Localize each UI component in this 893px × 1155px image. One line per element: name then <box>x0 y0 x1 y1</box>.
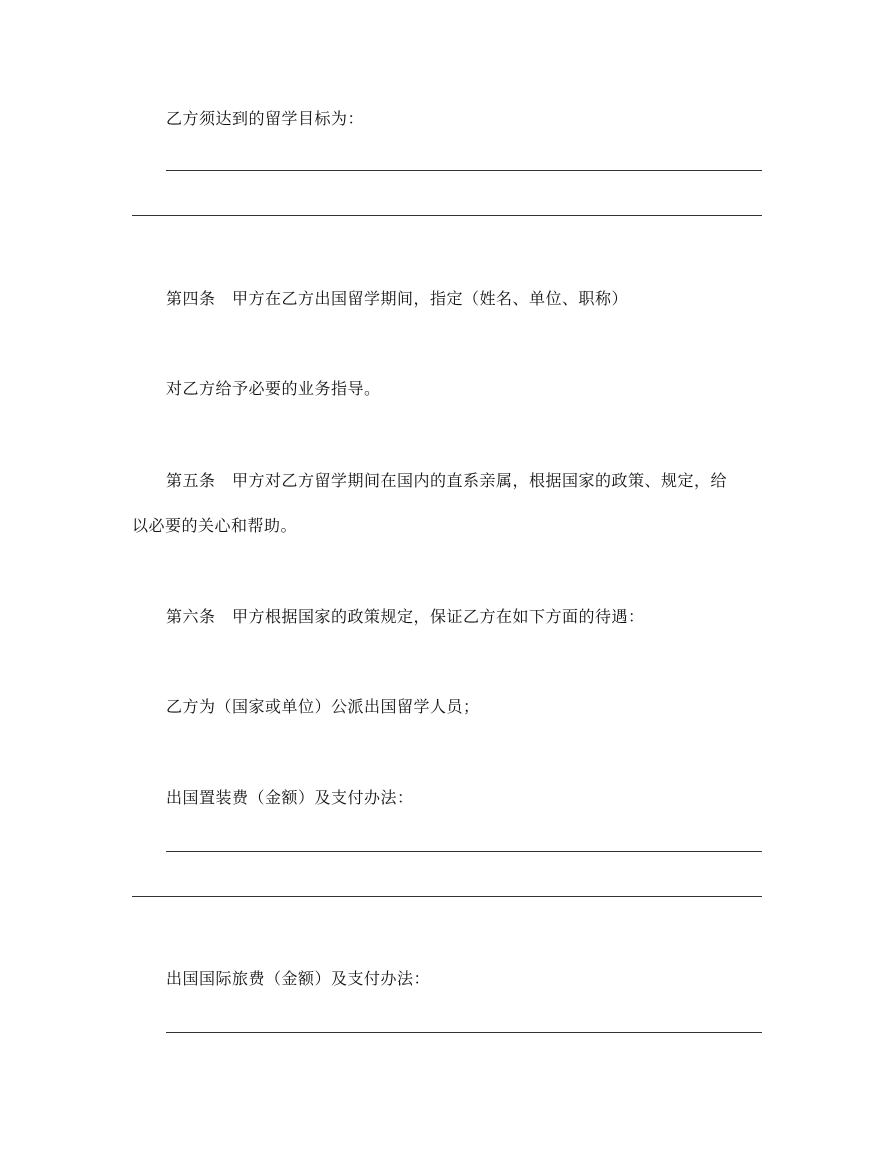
article-4-line-1: 第四条 甲方在乙方出国留学期间，指定（姓名、单位、职称） <box>166 289 629 308</box>
article-5-line-2: 以必要的关心和帮助。 <box>132 516 298 535</box>
outfit-fee-line: 出国置装费（金额）及支付办法： <box>166 788 414 807</box>
blank-fill-line <box>166 851 762 852</box>
blank-fill-line <box>132 215 762 216</box>
study-goal-line: 乙方须达到的留学目标为： <box>166 109 365 128</box>
blank-fill-line <box>166 1032 762 1033</box>
status-line: 乙方为（国家或单位）公派出国留学人员； <box>166 697 480 716</box>
article-4-line-2: 对乙方给予必要的业务指导。 <box>166 379 381 398</box>
blank-fill-line <box>166 170 762 171</box>
travel-fee-line: 出国国际旅费（金额）及支付办法： <box>166 969 431 988</box>
article-5-line-1: 第五条 甲方对乙方留学期间在国内的直系亲属，根据国家的政策、规定，给 <box>166 471 728 490</box>
blank-fill-line <box>132 896 762 897</box>
article-6-line: 第六条 甲方根据国家的政策规定，保证乙方在如下方面的待遇： <box>166 607 645 626</box>
